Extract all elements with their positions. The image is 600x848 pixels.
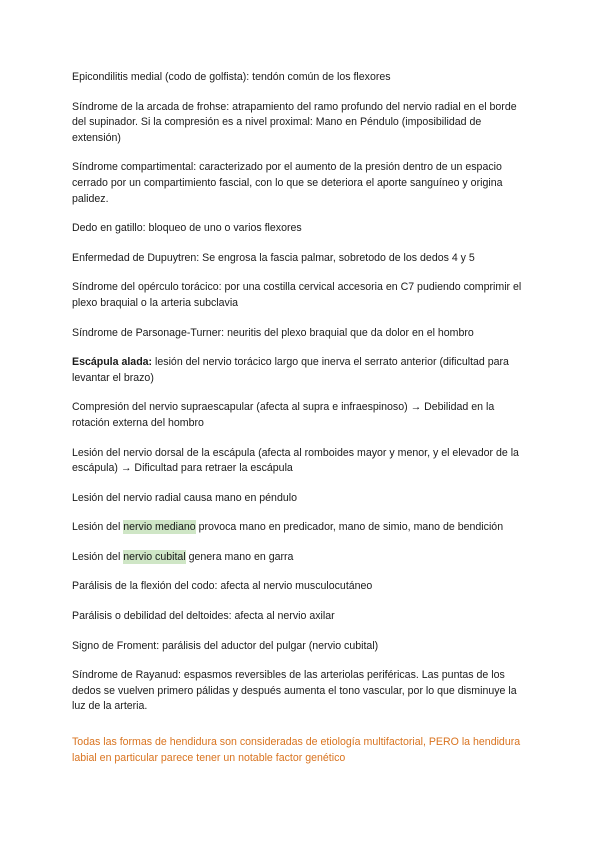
paragraph-nervio-cubital (72, 550, 528, 566)
text-before: Lesión del (72, 550, 124, 563)
paragraph-flexion-codo: Parálisis de la flexión del codo: afecta al nervio musculocutáneo (72, 580, 373, 593)
paragraph-hendidura-note: Todas las formas de hendidura son consideradas de etiología multifactorial, PERO la hendidura labial en particular parece tener un notable factor genético (72, 736, 521, 764)
paragraph-froment: Signo de Froment: parálisis del aductor del pulgar (nervio cubital) (72, 639, 379, 652)
paragraph-operculo-toracico: Síndrome del opérculo torácico: por una costilla cervical accesoria en C7 pudiendo comprimir el plexo braquial o la arteria subclavia (72, 281, 522, 309)
paragraph-epicondilitis: Epicondilitis medial (codo de golfista): tendón común de los flexores (72, 71, 391, 83)
paragraph-dedo-gatillo: Dedo en gatillo: bloqueo de uno o varios flexores (72, 222, 302, 235)
paragraph-parsonage-turner: Síndrome de Parsonage-Turner: neuritis del plexo braquial que da dolor en el hombro (72, 326, 474, 339)
paragraph-compartimental: Síndrome compartimental: caracterizado por el aumento de la presión dentro de un espacio cerrado por un compartimiento fascial, con lo que se deteriora el aporte sanguíneo y origina palidez. (72, 161, 503, 205)
highlight-nervio-mediano: nervio mediano (123, 521, 196, 534)
paragraph-dorsal-escapula: Lesión del nervio dorsal de la escápula (afecta al romboides mayor y menor, y el elevador de la escápula) → Dificultad para retraer la escápula (72, 446, 519, 475)
paragraph-supraescapular: Compresión del nervio supraescapular (afecta al supra e infraespinoso) → Debilidad en la rotación externa del hombro (72, 401, 495, 429)
text-after: genera mano en garra (185, 550, 294, 563)
paragraph-dupuytren: Enfermedad de Dupuytren: Se engrosa la fascia palmar, sobretodo de los dedos 4 y 5 (72, 251, 475, 264)
paragraph-nervio-mediano (72, 520, 528, 536)
text-after: provoca mano en predicador, mano de simio, mano de bendición (195, 521, 504, 534)
paragraph-deltoides: Parálisis o debilidad del deltoides: afecta al nervio axilar (72, 610, 335, 623)
paragraph-escapula-alada (72, 355, 528, 386)
paragraph-arcada-frohse: Síndrome de la arcada de frohse: atrapamiento del ramo profundo del nervio radial en el borde del supinador. Si la compresión es a nivel proximal: Mano en Péndulo (imposibilidad de extensión) (72, 100, 517, 144)
definition-escapula-alada: lesión del nervio torácico largo que inerva el serrato anterior (dificultad para levantar el brazo) (72, 356, 509, 384)
document-page (72, 70, 528, 780)
highlight-nervio-cubital: nervio cubital (123, 550, 186, 563)
paragraph-nervio-radial: Lesión del nervio radial causa mano en péndulo (72, 491, 297, 504)
text-before: Lesión del (72, 521, 124, 534)
paragraph-rayanud: Síndrome de Rayanud: espasmos reversibles de las arteriolas periféricas. Las puntas de los dedos se vuelven primero pálidas y después aumenta el tono vascular, por lo que disminuye la luz de la arteria. (72, 669, 517, 713)
term-escapula-alada: Escápula alada: (72, 356, 153, 369)
